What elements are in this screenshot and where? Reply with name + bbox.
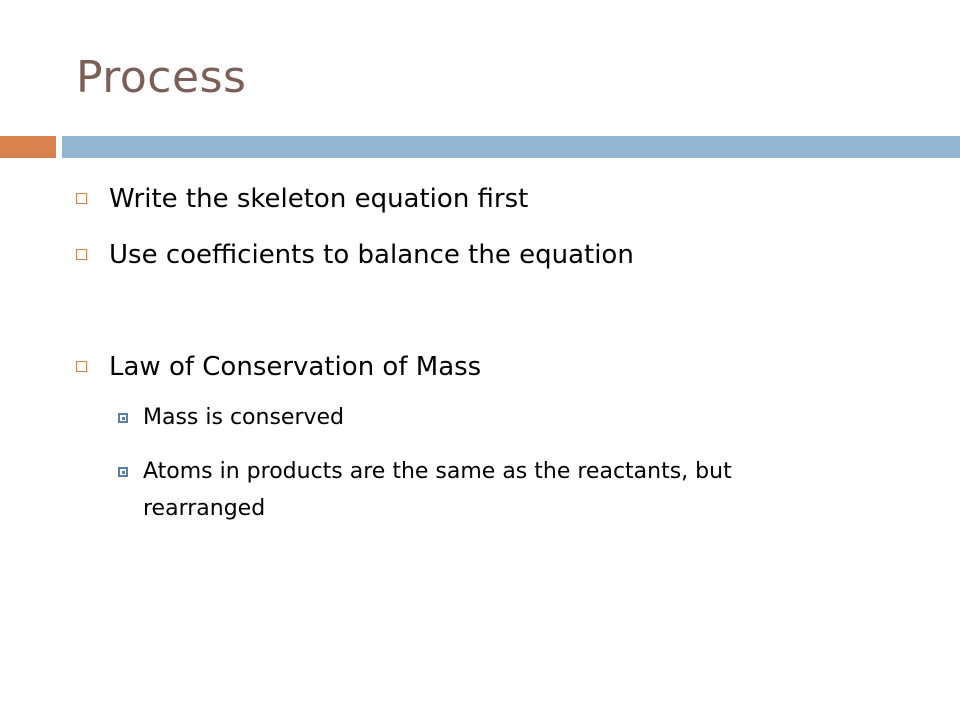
bullet-text: Law of Conservation of Mass bbox=[109, 352, 482, 382]
slide-title: Process bbox=[76, 52, 247, 103]
sub-bullet-text-line2: rearranged bbox=[143, 496, 266, 521]
filled-square-bullet-icon bbox=[118, 467, 128, 477]
bullet-text: Use coefficients to balance the equation bbox=[109, 240, 634, 270]
hollow-square-bullet-icon bbox=[76, 361, 87, 372]
sub-bullet-text-line1: Atoms in products are the same as the reactants, but bbox=[143, 459, 732, 484]
hollow-square-bullet-icon bbox=[76, 193, 87, 204]
hollow-square-bullet-icon bbox=[76, 249, 87, 260]
sub-bullet-text: Mass is conserved bbox=[143, 405, 345, 430]
bullet-text: Write the skeleton equation first bbox=[109, 184, 529, 214]
filled-square-bullet-icon bbox=[118, 413, 128, 423]
title-accent-bar bbox=[0, 136, 56, 158]
title-divider-bar bbox=[62, 136, 960, 158]
